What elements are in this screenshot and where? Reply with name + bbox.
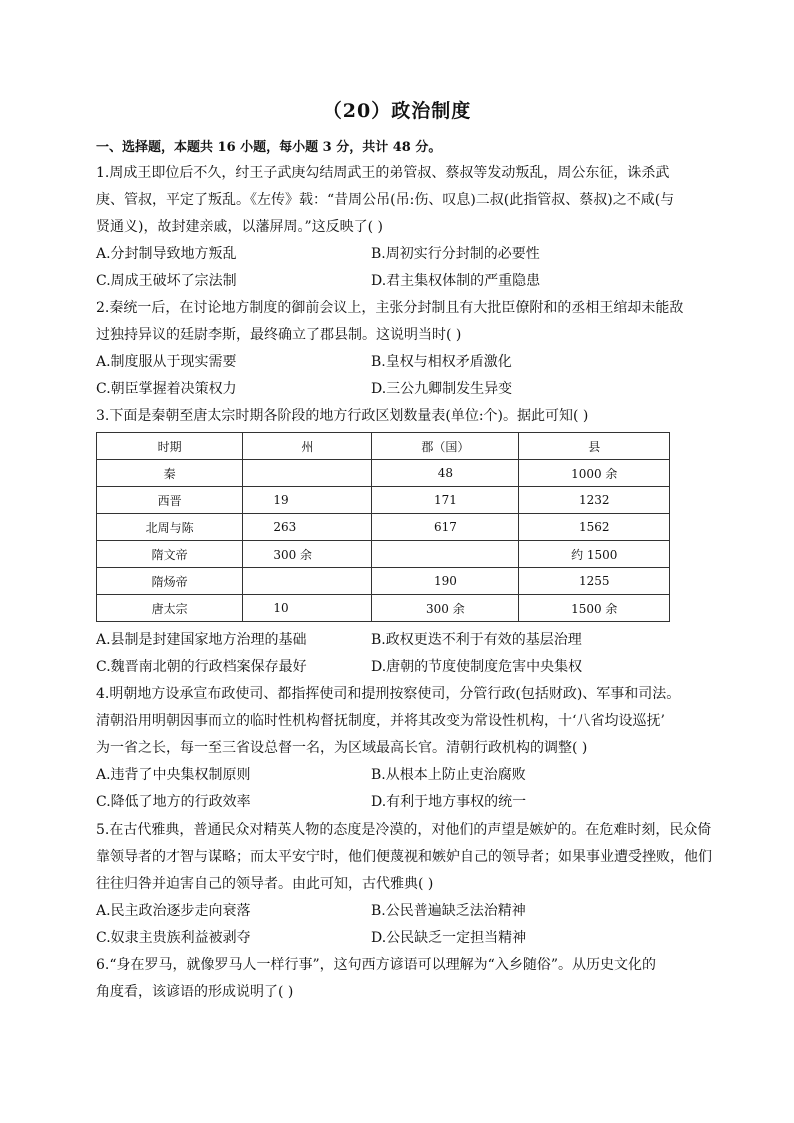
- q3-option-d[interactable]: D.唐朝的节度使制度危害中央集权: [371, 659, 583, 675]
- q4-option-c[interactable]: C.降低了地方的行政效率: [96, 794, 251, 810]
- table-cell: 秦: [97, 460, 243, 487]
- q4-line-3: 为一省之长，每一至三省设总督一名，为区域最高长官。清朝行政机构的调整( ): [96, 740, 588, 756]
- table-cell: 10: [243, 595, 372, 622]
- table-cell: 北周与陈: [97, 514, 243, 541]
- q1-option-a[interactable]: A.分封制导致地方叛乱: [96, 246, 237, 262]
- page-title: （20）政治制度: [322, 100, 472, 122]
- table-cell: 1500 余: [519, 595, 670, 622]
- table-cell: 西晋: [97, 487, 243, 514]
- q4-option-b[interactable]: B.从根本上防止吏治腐败: [371, 767, 526, 783]
- table-header-row: [97, 433, 670, 460]
- table-cell: 1232: [519, 487, 670, 514]
- q2-option-b[interactable]: B.皇权与相权矛盾激化: [371, 354, 512, 370]
- table-cell: 300 余: [243, 541, 372, 568]
- q5-line-2: 靠领导者的才智与谋略；而太平安宁时，他们便蔑视和嫉妒自己的领导者；如果事业遭受挫败，他们: [96, 849, 712, 865]
- table-header-cell: 时期: [97, 433, 243, 460]
- table-cell: 1255: [519, 568, 670, 595]
- table-cell: 48: [372, 460, 519, 487]
- table-row: [97, 568, 670, 595]
- section-heading: 一、选择题，本题共 16 小题，每小题 3 分，共计 48 分。: [96, 140, 442, 155]
- q5-option-b[interactable]: B.公民普遍缺乏法治精神: [371, 903, 526, 919]
- q5-option-c[interactable]: C.奴隶主贵族利益被剥夺: [96, 930, 251, 946]
- table-cell: 1000 余: [519, 460, 670, 487]
- q1-line-3: 贤通义)，故封建亲戚，以藩屏周。”这反映了( ): [96, 219, 383, 235]
- q5-option-d[interactable]: D.公民缺乏一定担当精神: [371, 930, 527, 946]
- table-cell: [372, 541, 519, 568]
- table-row: [97, 541, 670, 568]
- q4-option-d[interactable]: D.有利于地方事权的统一: [371, 794, 527, 810]
- table-cell: 隋文帝: [97, 541, 243, 568]
- q1-line-1: 1.周成王即位后不久，纣王子武庚勾结周武王的弟管叔、蔡叔等发动叛乱，周公东征，诛杀武: [96, 165, 670, 181]
- q2-line-1: 2.秦统一后，在讨论地方制度的御前会议上，主张分封制且有大批臣僚附和的丞相王绾却未能敌: [96, 300, 684, 316]
- q1-option-b[interactable]: B.周初实行分封制的必要性: [371, 246, 540, 262]
- table-cell: 约 1500: [519, 541, 670, 568]
- q2-option-d[interactable]: D.三公九卿制发生异变: [371, 381, 513, 397]
- table-cell: [243, 568, 372, 595]
- table-cell: 隋炀帝: [97, 568, 243, 595]
- table-header-cell: 郡（国）: [372, 433, 519, 460]
- table-cell: 唐太宗: [97, 595, 243, 622]
- table-cell: 300 余: [372, 595, 519, 622]
- table-row: [97, 595, 670, 622]
- table-cell: 263: [243, 514, 372, 541]
- q5-option-a[interactable]: A.民主政治逐步走向衰落: [96, 903, 251, 919]
- q4-option-a[interactable]: A.违背了中央集权制原则: [96, 767, 251, 783]
- q3-option-b[interactable]: B.政权更迭不利于有效的基层治理: [371, 632, 582, 648]
- q4-line-2: 清朝沿用明朝因事而立的临时性机构督抚制度，并将其改变为常设性机构，十‘八省均设巡抚’: [96, 713, 665, 729]
- table-cell: 190: [372, 568, 519, 595]
- q6-line-2: 角度看，该谚语的形成说明了( ): [96, 984, 294, 1000]
- q2-option-c[interactable]: C.朝臣掌握着决策权力: [96, 381, 237, 397]
- q2-option-a[interactable]: A.制度服从于现实需要: [96, 354, 237, 370]
- q1-option-d[interactable]: D.君主集权体制的严重隐患: [371, 273, 541, 289]
- q3-option-a[interactable]: A.县制是封建国家地方治理的基础: [96, 632, 307, 648]
- table-cell: 617: [372, 514, 519, 541]
- table-header-cell: 州: [243, 433, 372, 460]
- q3-option-c[interactable]: C.魏晋南北朝的行政档案保存最好: [96, 659, 307, 675]
- q3-line-1: 3.下面是秦朝至唐太宗时期各阶段的地方行政区划数量表(单位:个)。据此可知( ): [96, 408, 589, 424]
- table-cell: 171: [372, 487, 519, 514]
- q5-line-3: 往往归咎并迫害自己的领导者。由此可知，古代雅典( ): [96, 876, 434, 892]
- q1-line-2: 庚、管叔，平定了叛乱。《左传》载：“昔周公吊(吊:伤、叹息)二叔(此指管叔、蔡叔)之不咸(与: [96, 192, 675, 208]
- table-cell: [243, 460, 372, 487]
- q2-line-2: 过独持异议的廷尉李斯，最终确立了郡县制。这说明当时( ): [96, 327, 462, 343]
- q5-line-1: 5.在古代雅典，普通民众对精英人物的态度是冷漠的，对他们的声望是嫉妒的。在危难时刻，民众倚: [96, 822, 712, 838]
- table-cell: 19: [243, 487, 372, 514]
- q1-option-c[interactable]: C.周成王破坏了宗法制: [96, 273, 237, 289]
- q4-line-1: 4.明朝地方设承宣布政使司、都指挥使司和提刑按察使司，分管行政(包括财政)、军事和司法。: [96, 686, 681, 702]
- q6-line-1: 6.“身在罗马，就像罗马人一样行事”，这句西方谚语可以理解为“入乡随俗”。从历史文化的: [96, 957, 656, 973]
- admin-division-table: [96, 432, 670, 622]
- table-row: [97, 514, 670, 541]
- table-row: [97, 487, 670, 514]
- table-cell: 1562: [519, 514, 670, 541]
- table-row: [97, 460, 670, 487]
- table-header-cell: 县: [519, 433, 670, 460]
